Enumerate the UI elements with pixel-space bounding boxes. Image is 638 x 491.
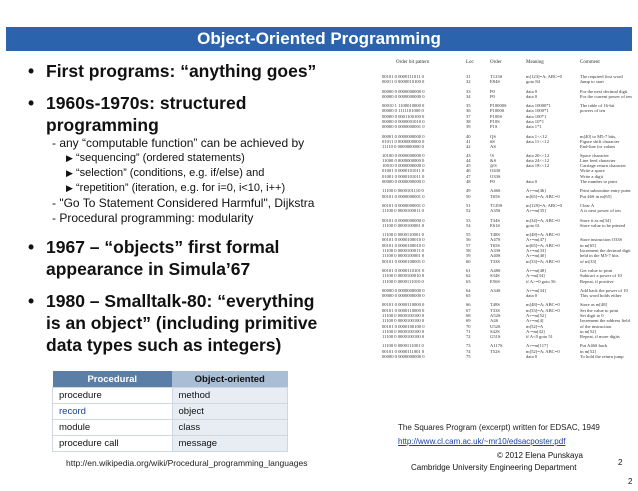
listing-row xyxy=(382,179,634,184)
listing-cell: A40S xyxy=(490,253,501,259)
listing-cell: Get value to print xyxy=(580,267,613,273)
sub-sub-bullet-sequencing: ▶ “sequencing” (ordered statements) xyxy=(66,152,245,164)
table-cell: class xyxy=(172,420,287,436)
listing-cell: A35S xyxy=(490,208,501,214)
listing-cell: 11110 0 0000000000 0 xyxy=(382,144,424,150)
listing-cell: Print subroutine entry point xyxy=(580,188,631,194)
listing-cell: G51S xyxy=(490,334,501,340)
page-number-inner: 2 xyxy=(618,458,623,467)
bullet-text-line2: appearance in Simula’67 xyxy=(46,259,251,279)
listing-cell: 00101 0 0000100001 0 xyxy=(382,258,425,264)
listing-cell: S42S xyxy=(490,328,500,334)
listing-cell: m[33]=A; ABC=0 xyxy=(526,307,560,313)
listing-cell: 00101 0 0000100100 0 xyxy=(382,323,425,329)
listing-cell: 51 xyxy=(466,202,471,208)
listing-cell: &S xyxy=(490,157,497,163)
listing-cell: The number to print xyxy=(580,179,617,185)
listing-cell: P100S xyxy=(490,113,503,119)
table-cell: procedure call xyxy=(53,436,173,452)
listing-cell: in m[65] xyxy=(580,242,596,248)
copyright: © 2012 Elena Punskaya xyxy=(497,451,583,460)
listing-header-cell: Order xyxy=(490,60,502,65)
listing-cell: data 11<<12 xyxy=(526,138,549,144)
table-cell: record xyxy=(53,404,173,420)
listing-cell: 60 xyxy=(466,258,471,264)
table-header-procedural: Procedural xyxy=(53,371,173,388)
listing-cell: m[65]=A; ABC=0 xyxy=(526,193,560,199)
listing-cell: 00000 0 0001100100 0 xyxy=(382,113,425,119)
listing-cell: 00101 0 0000111011 0 xyxy=(382,74,424,79)
listing-cell: A+=m[34] xyxy=(526,287,546,293)
listing-cell: Store as m[48] xyxy=(580,302,608,308)
listing-cell: 33 xyxy=(466,88,471,94)
listing-cell: of m[33] xyxy=(580,258,597,264)
listing-row xyxy=(382,334,634,339)
listing-cell: 69 xyxy=(466,318,471,324)
listing-cell: For the current power of ten xyxy=(580,93,632,99)
bullet-dot-icon: • xyxy=(28,93,35,113)
sub-bullet-procedural: - Procedural programming: modularity xyxy=(52,211,254,225)
table-row xyxy=(53,436,288,452)
listing-cell: 37 xyxy=(466,113,471,119)
listing-cell: if A>=0 goto 56 xyxy=(526,278,556,284)
listing-cell: data 18<<12 xyxy=(526,163,550,169)
listing-cell: P0 xyxy=(490,88,495,94)
listing-cell: m[33]=A; ABC=0 xyxy=(526,258,560,264)
listing-cell: 11100 0 0000101110 0 xyxy=(382,188,424,194)
listing-cell: A52S xyxy=(490,312,501,318)
listing-cell: T123S xyxy=(490,74,503,79)
listing-cell: goto 84 xyxy=(526,79,540,85)
listing-cell: 58 xyxy=(466,248,471,254)
listing-header-cell: Loc xyxy=(466,60,474,65)
listing-cell: data 1000*1 xyxy=(526,108,549,114)
listing-cell: O43S xyxy=(490,168,501,174)
listing-cell: 42 xyxy=(466,144,471,150)
listing-cell: Subtract a power of 10 xyxy=(580,273,622,279)
listing-cell: 40 xyxy=(466,133,471,139)
listing-cell: P10000S xyxy=(490,103,507,109)
listing-cell: Increment the decimal digit xyxy=(580,248,631,254)
listing-cell: 00000 0 0000000000 0 xyxy=(382,93,425,99)
listing-cell: A+=m[40] xyxy=(526,253,546,259)
table-row xyxy=(53,388,288,404)
listing-cell: T65S xyxy=(490,242,500,248)
listing-cell: Store value to be printed xyxy=(580,222,626,228)
listing-row xyxy=(382,223,634,228)
listing-cell: 36 xyxy=(466,108,471,114)
listing-row xyxy=(382,94,634,99)
listing-cell: 00101 0 0000000001 0 xyxy=(382,202,425,208)
bullet-text-line3: data types such as integers) xyxy=(46,335,282,355)
sub-bullet-goto: - "Go To Statement Considered Harmful", Dijkstra xyxy=(52,196,315,210)
listing-cell: S34S xyxy=(490,273,500,279)
listing-cell: Repeat, if positive xyxy=(580,278,614,284)
listing-cell: 00000 0 0000001010 0 xyxy=(382,119,425,125)
listing-cell: A+=m[33] xyxy=(526,248,546,254)
bullet-dot-icon: • xyxy=(28,237,35,257)
listing-cell: P1S xyxy=(490,124,498,130)
listing-cell: held in the M5-7 bits xyxy=(580,253,619,259)
listing-cell: 01011 0 0000000000 0 xyxy=(382,138,425,144)
listing-cell: Store it as m[34] xyxy=(580,217,611,223)
listing-cell: 00101 0 0000110000 0 xyxy=(382,307,425,313)
table-cell: message xyxy=(172,436,287,452)
bullet-text-line2: programming xyxy=(46,115,159,135)
listing-cell: 38 xyxy=(466,119,471,125)
listing-cell: m[34]=A; ABC=0 xyxy=(526,217,560,223)
listing-cell: 00010 1 1100010000 0 xyxy=(382,103,425,109)
listing-cell: 65 xyxy=(466,293,471,299)
bullet-text: 1960s-1970s: structured xyxy=(46,93,247,113)
listing-cell: Carriage return character xyxy=(580,163,626,169)
sub-sub-bullet-selection: ▶ “selection” (conditions, e.g. if/else) and xyxy=(66,167,265,179)
table-cell: object xyxy=(172,404,287,420)
bullet-simula xyxy=(28,236,368,280)
bullet-text: 1967 – “objects” first formal xyxy=(46,237,280,257)
listing-cell: Clear A xyxy=(580,202,595,208)
listing-cell: Jump to start xyxy=(580,79,604,85)
listing-cell: A+=m[35] xyxy=(526,208,546,214)
listing-cell: 50 xyxy=(466,193,471,199)
listing-cell: 11100 0 0000111010 0 xyxy=(382,278,424,284)
listing-cell: data 10*1 xyxy=(526,119,544,125)
bullet-structured-programming xyxy=(28,92,368,136)
listing-cell: 41 xyxy=(466,138,471,144)
listing-cell: 48 xyxy=(466,179,471,185)
listing-cell: 11100 0 0000100100 0 xyxy=(382,334,425,340)
table-row xyxy=(53,420,288,436)
listing-cell: m[65]=A; ABC=0 xyxy=(526,242,560,248)
listing-cell: Increment the address field xyxy=(580,318,630,324)
listing-row xyxy=(382,144,634,149)
listing-cell: E84S xyxy=(490,79,500,85)
listing-cell: A4S xyxy=(490,318,499,324)
listing-cell: T129S xyxy=(490,202,503,208)
bullet-text: First programs: “anything goes” xyxy=(46,61,317,81)
title-bar xyxy=(6,27,632,51)
listing-cell: m[48]=A; ABC=0 xyxy=(526,302,560,308)
listing-cell: 47 xyxy=(466,173,471,179)
listing-cell: 01001 0 0000101011 0 xyxy=(382,173,425,179)
listing-cell: A-=m[34] xyxy=(526,273,545,279)
listing-cell: T52S xyxy=(490,348,500,354)
listing-cell: 57 xyxy=(466,242,471,248)
listing-cell: 11100 0 0000100011 0 xyxy=(382,208,424,214)
listing-cell: A+=m[48] xyxy=(526,267,546,273)
listing-cell: 10010 0 0000000000 0 xyxy=(382,163,425,169)
slide-title: Object-Oriented Programming xyxy=(197,29,441,48)
listing-cell: 00000 0 0000000000 0 xyxy=(382,287,425,293)
table-cell: method xyxy=(172,388,287,404)
listing-cell: The table of 16-bit xyxy=(580,103,615,109)
listing-cell: data 20<<12 xyxy=(526,152,550,158)
listing-cell: m[123]=A; ABC=0 xyxy=(526,74,562,79)
listing-cell: T33S xyxy=(490,307,500,313)
listing-cell: in m[52] xyxy=(580,348,596,354)
listing-cell: 62 xyxy=(466,273,471,279)
listing-cell: 71 xyxy=(466,328,471,334)
listing-row xyxy=(382,354,634,359)
listing-cell: T48S xyxy=(490,302,500,308)
listing-cell: 11100 0 0000100100 0 xyxy=(382,328,425,334)
listing-cell: if A<0 goto 51 xyxy=(526,334,553,340)
listing-cell: 00000 0 0000000001 0 xyxy=(382,124,425,130)
listing-cell: 53 xyxy=(466,217,471,223)
listing-cell: U52S xyxy=(490,323,501,329)
listing-cell: T33S xyxy=(490,258,500,264)
listing-cell: A+=m[4] xyxy=(526,318,544,324)
listing-cell: A34S xyxy=(490,287,501,293)
listing-cell: 11100 0 0000111001 0 xyxy=(382,343,424,349)
listing-cell: 00101 0 0000110101 0 xyxy=(382,267,425,273)
listing-cell: 10100 0 0000000000 0 xyxy=(382,152,425,158)
listing-cell: Put A46S back xyxy=(580,343,608,349)
listing-cell: Write a digit xyxy=(580,173,604,179)
listing-cell: The required first word xyxy=(580,74,623,79)
listing-cell: P0 xyxy=(490,93,495,99)
department: Cambridge University Engineering Department xyxy=(411,463,577,472)
listing-row xyxy=(382,208,634,213)
listing-cell: 73 xyxy=(466,343,471,349)
listing-header-cell: Meaning xyxy=(526,60,544,65)
listing-cell: data 1*1 xyxy=(526,124,542,130)
listing-cell: A+=m[52] xyxy=(526,312,546,318)
sub-sub-bullet-repetition: ▶ “repetition” (iteration, e.g. for i=0, i<10, i++) xyxy=(66,182,286,194)
listing-cell: 00000 0 1111101000 0 xyxy=(382,108,424,114)
listing-cell: m[52]=A xyxy=(526,323,544,329)
listing-cell: 56 xyxy=(466,237,471,243)
listing-header-cell: Comment xyxy=(580,60,600,65)
bullet-dot-icon: • xyxy=(28,61,35,81)
listing-cell: 11100 0 0000100001 0 xyxy=(382,253,425,259)
listing-cell: data 0 xyxy=(526,88,538,94)
triangle-bullet-icon: ▶ xyxy=(66,183,73,193)
listing-cell: Repeat, if more digits xyxy=(580,334,620,340)
listing-cell: 46 xyxy=(466,168,471,174)
listing-cell: P1000S xyxy=(490,108,505,114)
listing-cell: 75 xyxy=(466,354,471,360)
listing-cell: goto 61 xyxy=(526,222,540,228)
listing-cell: For the next decimal digit xyxy=(580,88,628,94)
listing-cell: powers of ten xyxy=(580,108,606,114)
listing-cell: 00001 0 0000000000 0 xyxy=(382,133,425,139)
listing-cell: T65S xyxy=(490,193,500,199)
listing-cell: m[129]=A; ABC=0 xyxy=(526,202,562,208)
listing-cell: 11100 0 0000100100 0 xyxy=(382,312,425,318)
table-header-object-oriented: Object-oriented xyxy=(172,371,287,388)
listing-cell: AS xyxy=(490,144,496,150)
listing-cell: 00101 0 0000111001 0 xyxy=(382,348,425,354)
listing-cell: data 0 xyxy=(526,293,538,299)
listing-cell: 11100 0 0000100010 0 xyxy=(382,273,425,279)
listing-cell: 61 xyxy=(466,267,471,273)
listing-cell: 70 xyxy=(466,323,471,329)
page-number-outer: 2 xyxy=(628,477,633,486)
bullet-first-programs xyxy=(28,60,368,82)
listing-cell: A+=m[117] xyxy=(526,343,548,349)
listing-cell: 35 xyxy=(466,103,471,109)
listing-cell: Put 46S in m[65] xyxy=(580,193,612,199)
listing-cell: Write a space xyxy=(580,168,605,174)
listing-cell: m[48]=A; ABC=0 xyxy=(526,232,560,238)
listing-cell: 43 xyxy=(466,152,471,158)
listing-cell: Set digit to 0 xyxy=(580,312,604,318)
listing-cell: 00101 0 0000000000 0 xyxy=(382,217,425,223)
listing-cell: Store instruction O33S xyxy=(580,237,623,243)
listing-cell: data 100*1 xyxy=(526,113,547,119)
listing-cell: data 0 xyxy=(526,93,538,99)
listing-header xyxy=(382,60,634,70)
listing-cell: 00000 0 0000000000 0 xyxy=(382,354,425,360)
listing-cell: 11100 0 0000100001 0 xyxy=(382,222,425,228)
listing-cell: 44 xyxy=(466,157,471,163)
listing-cell: Set the value to print xyxy=(580,307,619,313)
listing-row xyxy=(382,124,634,129)
listing-row xyxy=(382,259,634,264)
listing-cell: Figure shift character xyxy=(580,138,620,144)
bullet-list xyxy=(28,60,368,356)
listing-cell: data 0 xyxy=(526,354,538,360)
listing-cell: 52 xyxy=(466,208,471,214)
listing-cell: 74 xyxy=(466,348,471,354)
listing-cell: A is next power of ten xyxy=(580,208,621,214)
listing-cell: @S xyxy=(490,163,497,169)
listing-cell: in m[52] xyxy=(580,328,596,334)
listing-cell: 00000 0 0000000000 0 xyxy=(382,179,425,185)
listing-cell: data 10000*1 xyxy=(526,103,551,109)
listing-cell: End-line for values xyxy=(580,144,616,150)
listing-cell: 11000 0 0000000000 0 xyxy=(382,157,425,163)
listing-cell: 01001 0 0000101011 0 xyxy=(382,168,425,174)
listing-cell: 00101 0 0000000001 0 xyxy=(382,193,425,199)
bullet-text: 1980 – Smalltalk-80: “everything xyxy=(46,291,315,311)
listing-cell: data 1<<12 xyxy=(526,133,547,139)
listing-header-cell: Order bit pattern xyxy=(396,60,430,65)
listing-row xyxy=(382,194,634,199)
listing-row xyxy=(382,279,634,284)
listing-cell: 45 xyxy=(466,163,471,169)
triangle-bullet-icon: ▶ xyxy=(66,168,73,178)
listing-cell: m[52]=A; ABC=0 xyxy=(526,348,560,354)
listing-cell: 32 xyxy=(466,79,471,85)
listing-cell: #S xyxy=(490,138,495,144)
table-cell: module xyxy=(53,420,173,436)
sub-bullet-computable: - any “computable function” can be achieved by xyxy=(52,136,305,150)
listing-cell: 64 xyxy=(466,287,471,293)
listing-cell: E61S xyxy=(490,222,500,228)
listing-cell: of the instruction xyxy=(580,323,612,329)
listing-cell: Space character xyxy=(580,152,609,158)
listing-row xyxy=(382,293,634,298)
listing-cell: 11100 0 0000100100 0 xyxy=(382,318,425,324)
listing-cell: A33S xyxy=(490,248,501,254)
listing-cell: 55 xyxy=(466,232,471,238)
listing-cell: data 24<<12 xyxy=(526,157,550,163)
listing-cell: QS xyxy=(490,133,496,139)
listing-cell: A117S xyxy=(490,343,503,349)
listing-cell: 00101 0 0000100010 0 xyxy=(382,237,425,243)
listing-cell: 49 xyxy=(466,188,471,194)
listing-cell: 00000 0 0000000000 0 xyxy=(382,88,425,94)
listing-cell: 00011 0 0000010100 0 xyxy=(382,79,425,85)
listing-cell: T48S xyxy=(490,232,500,238)
listing-cell: 00101 0 0000110000 0 xyxy=(382,302,425,308)
bullet-dot-icon: • xyxy=(28,291,35,311)
listing-cell: A47S xyxy=(490,237,501,243)
listing-cell: 67 xyxy=(466,307,471,313)
bullet-text-line2: is an object” (including primitive xyxy=(46,313,318,333)
listing-cell: 63 xyxy=(466,278,471,284)
listing-cell: 11100 0 0000110001 0 xyxy=(382,232,424,238)
listing-cell: A-=m[42] xyxy=(526,328,545,334)
table-row xyxy=(53,404,288,420)
listing-cell: Add back the power of 10 xyxy=(580,287,628,293)
listing-cell: This word holds either xyxy=(580,293,622,299)
triangle-bullet-icon: ▶ xyxy=(66,153,73,163)
listing-cell: 54 xyxy=(466,222,471,228)
listing-cell: 34 xyxy=(466,93,471,99)
listing-row xyxy=(382,79,634,84)
listing-cell: 68 xyxy=(466,312,471,318)
listing-cell: To hold the return jump xyxy=(580,354,624,360)
listing-cell: 59 xyxy=(466,253,471,259)
listing-caption: The Squares Program (excerpt) written for EDSAC, 1949 xyxy=(398,423,600,432)
listing-cell: E56S xyxy=(490,278,500,284)
listing-cell: A+=m[47] xyxy=(526,237,546,243)
listing-cell: O33S xyxy=(490,173,501,179)
listing-cell: 31 xyxy=(466,74,471,79)
listing-cell: A+=m[46] xyxy=(526,188,546,194)
table-cell: procedure xyxy=(53,388,173,404)
listing-cell: data 0 xyxy=(526,179,538,185)
listing-cell: P0 xyxy=(490,179,495,185)
listing-cell: !S xyxy=(490,152,495,158)
listing-cell: 39 xyxy=(466,124,471,130)
listing-caption-link[interactable]: http://www.cl.cam.ac.uk/~mr10/edsacposter.pdf xyxy=(398,437,566,446)
procedural-oo-table xyxy=(52,371,288,452)
listing-cell: T34S xyxy=(490,217,500,223)
listing-cell: m[40] to M5-7 bits, xyxy=(580,133,617,139)
listing-cell: P10S xyxy=(490,119,500,125)
listing-cell: 72 xyxy=(466,334,471,340)
listing-cell: A48S xyxy=(490,267,501,273)
listing-cell: A46S xyxy=(490,188,501,194)
listing-cell: Line feed character xyxy=(580,157,616,163)
listing-cell: 11100 0 0000100011 0 xyxy=(382,248,424,254)
wikipedia-link[interactable]: http://en.wikipedia.org/wiki/Procedural_programming_languages xyxy=(66,458,308,468)
listing-cell: 00000 0 0000000000 0 xyxy=(382,293,425,299)
listing-cell: 66 xyxy=(466,302,471,308)
bullet-smalltalk xyxy=(28,290,368,356)
listing-cell: 00101 0 0000100010 0 xyxy=(382,242,425,248)
